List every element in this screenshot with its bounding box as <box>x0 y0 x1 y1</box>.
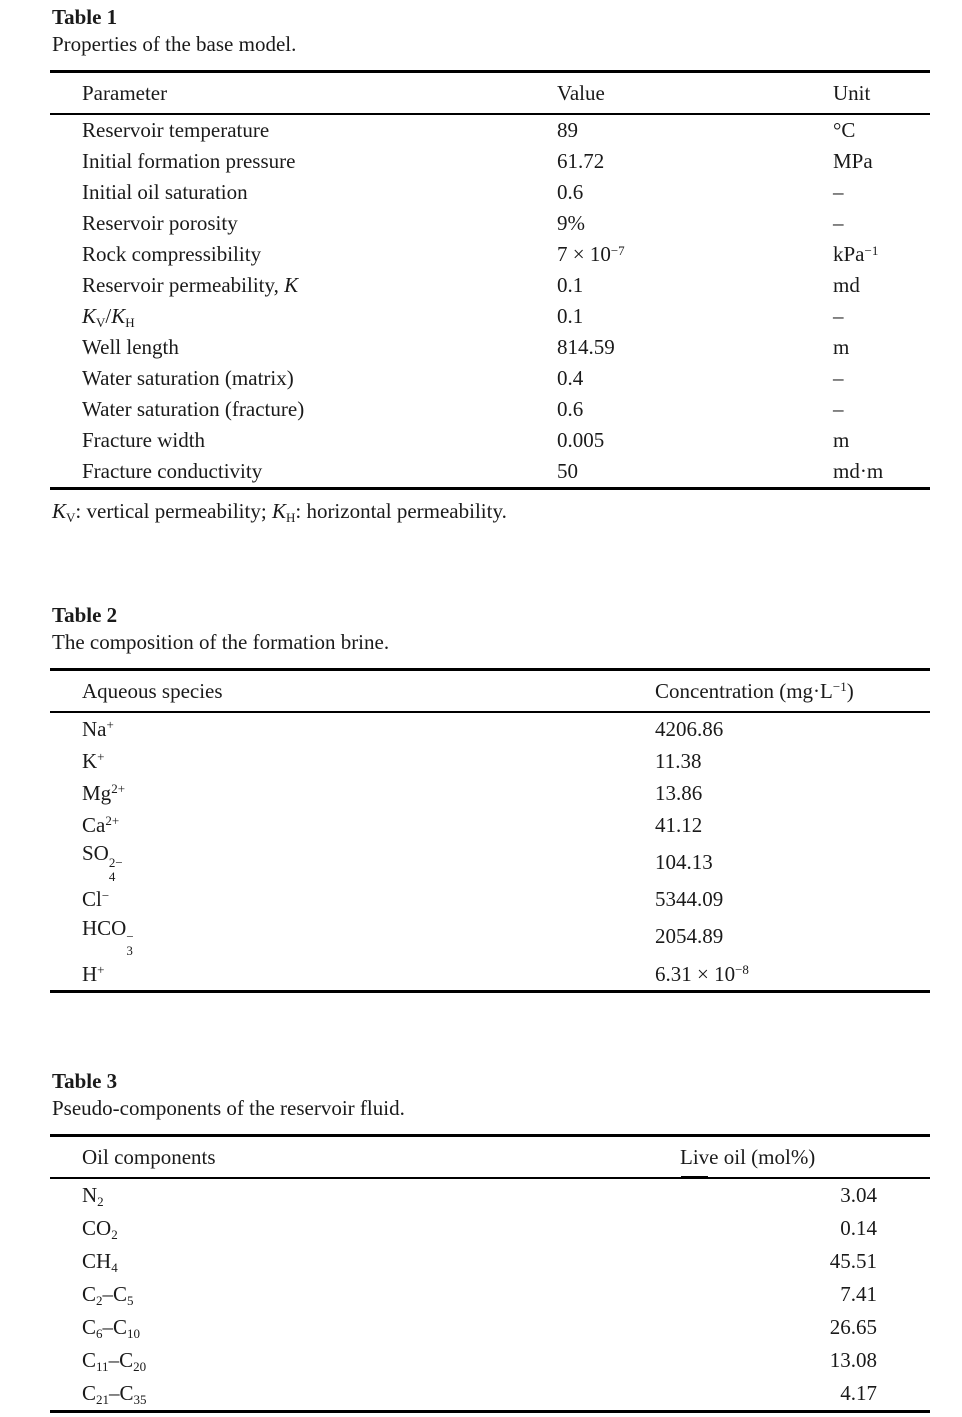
table-3-section <box>50 1068 930 1413</box>
table-row <box>50 1278 930 1311</box>
table-cell: – <box>833 180 844 204</box>
table-cell: 50 <box>557 459 578 483</box>
table-cell: 61.72 <box>557 149 605 173</box>
header-row <box>50 72 930 115</box>
table-cell: $C_6-C_{10}$ <box>82 1315 141 1342</box>
table-cell: °C <box>833 118 856 142</box>
table-1-caption-label: Table 1 <box>52 5 118 29</box>
table-cell: HCO − 3 <box>82 915 134 959</box>
table-cell: Na+ <box>82 716 114 741</box>
table-row <box>50 114 930 146</box>
column-header: Aqueous species <box>50 670 655 713</box>
table-cell: 5344.09 <box>655 887 724 912</box>
table-cell: 4.17 <box>840 1381 877 1406</box>
table-row <box>50 208 930 239</box>
table-3-caption <box>50 1068 930 1122</box>
stacked-script: − 3 <box>126 929 134 959</box>
table-cell: $C_2-C_5$ <box>82 1282 134 1309</box>
table-cell: Water saturation (matrix) <box>82 366 294 390</box>
table-row <box>50 456 930 489</box>
table-cell: Initial formation pressure <box>82 149 296 173</box>
table-cell: 0.1 <box>557 273 584 297</box>
table-1-section <box>50 4 930 524</box>
table-cell: 45.51 <box>829 1249 877 1274</box>
table-cell: 9% <box>557 211 585 235</box>
table-cell: 4206.86 <box>655 716 724 741</box>
table-2-caption-text: The composition of the formation brine. <box>52 630 390 654</box>
table-cell: $7 \times 10^{-7}$ <box>557 242 625 266</box>
table-3-caption-label: Table 3 <box>52 1069 118 1094</box>
table-row <box>50 916 930 959</box>
table-cell: m <box>833 428 850 452</box>
table-2-caption <box>50 602 930 656</box>
table-cell: 0.005 <box>557 428 605 452</box>
table-row <box>50 394 930 425</box>
table-cell: – <box>833 211 844 235</box>
header-row <box>50 1136 930 1179</box>
table-cell: Initial oil saturation <box>82 180 248 204</box>
table-row <box>50 177 930 208</box>
table-cell: $Ca^{2+}$ <box>82 812 120 837</box>
table-row <box>50 425 930 456</box>
table-row <box>50 1344 930 1377</box>
column-header: Unit <box>833 72 930 115</box>
table-cell: Cl− <box>82 887 110 912</box>
table-row <box>50 1311 930 1344</box>
table-row <box>50 1212 930 1245</box>
base-model-properties-table <box>50 70 930 490</box>
table-1-footnote: $K_V$: vertical permeability; $K_H$: horizontal permeability. <box>52 499 507 525</box>
table-cell: $C_{11}-C_{20}$ <box>82 1348 147 1375</box>
table-cell: 26.65 <box>829 1315 877 1340</box>
column-header: Parameter <box>50 72 557 115</box>
table-cell: SO 2− 4 <box>82 841 123 884</box>
table-cell: md·m <box>833 459 884 483</box>
table-1-caption <box>50 4 930 58</box>
column-header: Live oil (mol%) <box>680 1136 930 1179</box>
table-row <box>50 809 930 841</box>
table-cell: 104.13 <box>655 849 713 874</box>
table-row <box>50 841 930 884</box>
table-row <box>50 363 930 394</box>
table-cell: Fracture width <box>82 428 206 452</box>
formation-brine-composition-table <box>50 668 930 993</box>
table-1-caption-text: Properties of the base model. <box>52 32 297 56</box>
table-cell: Well length <box>82 335 179 359</box>
table-cell: $CH_4$ <box>82 1249 118 1276</box>
table-cell: $C_{21}-C_{35}$ <box>82 1381 147 1408</box>
table-row <box>50 1377 930 1412</box>
table-cell: 89 <box>557 118 578 142</box>
table-cell: 13.86 <box>655 780 703 805</box>
table-cell: Reservoir temperature <box>82 118 270 142</box>
table-cell: H+ <box>82 961 105 986</box>
table-row <box>50 884 930 916</box>
table-cell: m <box>833 335 850 359</box>
table-cell: MPa <box>833 149 873 173</box>
table-cell: $CO_2$ <box>82 1216 118 1243</box>
table-cell: 0.4 <box>557 366 584 390</box>
table-2-caption-label: Table 2 <box>52 603 118 627</box>
table-cell: 3.04 <box>840 1183 877 1208</box>
table-cell: K+ <box>82 748 105 773</box>
stacked-script: 2− 4 <box>108 854 123 884</box>
table-cell: md <box>833 273 860 297</box>
column-header: Value <box>557 72 833 115</box>
column-header: Oil components <box>50 1136 680 1179</box>
table-row <box>50 270 930 301</box>
table-row <box>50 1178 930 1212</box>
table-cell: 11.38 <box>655 748 702 773</box>
table-row <box>50 301 930 332</box>
table-cell: – <box>833 397 844 421</box>
table-cell: 13.08 <box>829 1348 877 1373</box>
header-row <box>50 670 930 713</box>
table-cell: $Mg^{2+}$ <box>82 780 126 805</box>
table-row <box>50 958 930 992</box>
table-cell: 0.14 <box>840 1216 877 1241</box>
reservoir-fluid-pseudo-components-table <box>50 1134 930 1413</box>
table-row <box>50 332 930 363</box>
table-3-caption-text: Pseudo-components of the reservoir fluid. <box>52 1096 405 1121</box>
table-cell: Fracture conductivity <box>82 459 263 483</box>
table-row <box>50 1245 930 1278</box>
table-cell: 7.41 <box>840 1282 877 1307</box>
table-cell: 0.6 <box>557 180 584 204</box>
table-cell: $6.31 \times 10^{-8}$ <box>655 961 749 986</box>
table-cell: 0.1 <box>557 304 584 328</box>
table-cell: – <box>833 304 844 328</box>
table-cell: Rock compressibility <box>82 242 262 266</box>
column-header: Concentration $(mg\cdot L^{-1})$ <box>655 670 930 713</box>
table-row <box>50 712 930 745</box>
table-cell: 0.6 <box>557 397 584 421</box>
table-cell: kPa$^{-1}$ <box>833 242 879 266</box>
table-cell: Water saturation (fracture) <box>82 397 305 421</box>
table-cell: $K_V/K_H$ <box>82 304 135 330</box>
table-cell: 814.59 <box>557 335 615 359</box>
table-cell: $N_2$ <box>82 1183 104 1210</box>
table-2-section <box>50 602 930 993</box>
table-row <box>50 777 930 809</box>
table-row <box>50 745 930 777</box>
table-cell: Reservoir porosity <box>82 211 238 235</box>
table-cell: – <box>833 366 844 390</box>
table-cell: 2054.89 <box>655 924 724 949</box>
table-cell: 41.12 <box>655 812 703 837</box>
table-row <box>50 239 930 270</box>
table-cell: Reservoir permeability, K <box>82 273 299 297</box>
table-row <box>50 146 930 177</box>
